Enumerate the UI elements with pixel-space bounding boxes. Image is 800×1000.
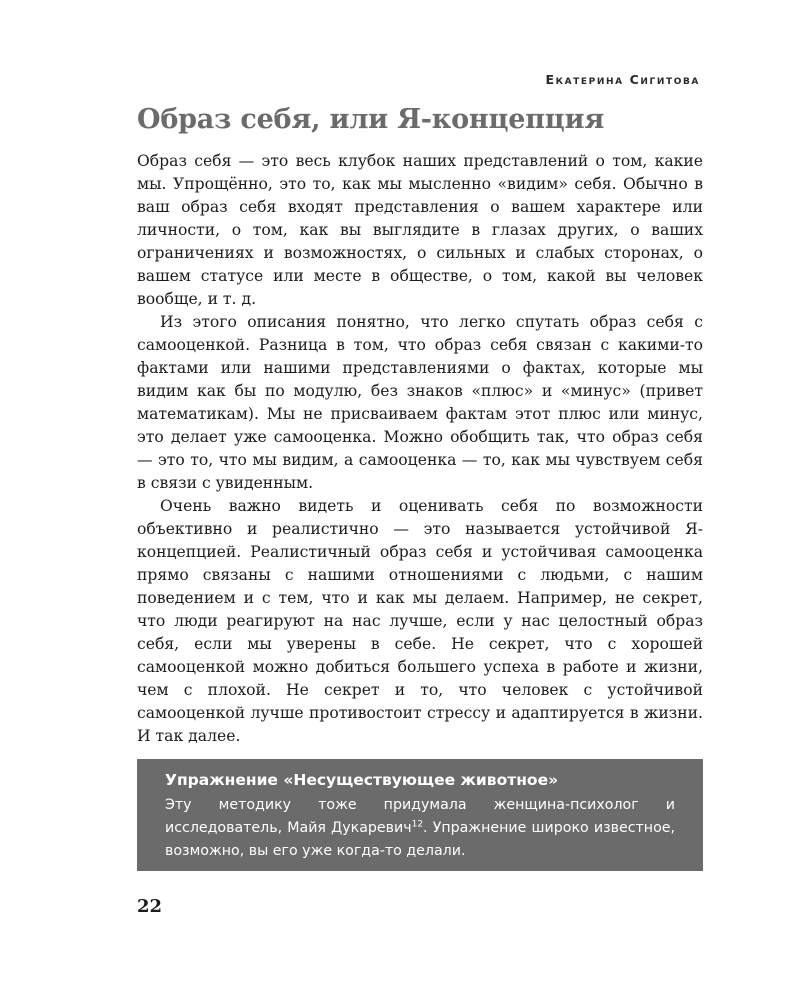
page-number: 22: [137, 896, 163, 917]
exercise-title: Упражнение «Несуществующее животное»: [165, 771, 559, 789]
exercise-text-start: Эту методику тоже придумала женщина-психолог и исследователь, Майя Дукаревич: [165, 797, 675, 836]
chapter-title: Образ себя, или Я-концепция: [137, 104, 605, 135]
body-text: [137, 150, 703, 748]
paragraph: Очень важно видеть и оценивать себя по возможности объективно и реалистично — это называется устойчивой Я-концепцией. Реалистичный образ себя и устойчивая самооценка прямо связаны с нашими отношениями с людьми, с нашим поведением и с тем, что и как мы делаем. Например, не секрет, что люди реагируют на нас лучше, если у нас целостный образ себя, если мы уверены в себе. Не секрет, что с хорошей самооценкой можно добиться большего успеха в работе и жизни, чем с плохой. Не секрет и то, что человек с устойчивой самооценкой лучше противостоит стрессу и адаптируется в жизни. И так далее.: [137, 497, 703, 745]
paragraph: Из этого описания понятно, что легко спутать образ себя с самооценкой. Разница в том, что образ себя связан с какими-то фактами или нашими представлениями о фактах, которые мы видим как бы по модулю, без знаков «плюс» и «минус» (привет математикам). Мы не присваиваем фактам этот плюс или минус, это делает уже самооценка. Можно обобщить так, что образ себя — это то, что мы видим, а самооценка — то, как мы чувствуем себя в связи с увиденным.: [137, 313, 703, 492]
paragraph: Образ себя — это весь клубок наших представлений о том, какие мы. Упрощённо, это то, как мы мысленно «видим» себя. Обычно в ваш образ себя входят представления о вашем характере или личности, о том, как вы выглядите в глазах других, о ваших ограничениях и возможностях, о сильных и слабых сторонах, о вашем статусе или месте в обществе, о том, какой вы человек вообще, и т. д.: [137, 152, 703, 308]
exercise-text: [165, 794, 675, 863]
footnote-marker[interactable]: 12: [411, 819, 424, 830]
exercise-box: [137, 759, 703, 871]
running-header-author: Екатерина Сигитова: [545, 72, 700, 87]
exercise-text-end: . Упражнение широко известное, возможно, вы его уже когда-то делали.: [165, 820, 675, 859]
